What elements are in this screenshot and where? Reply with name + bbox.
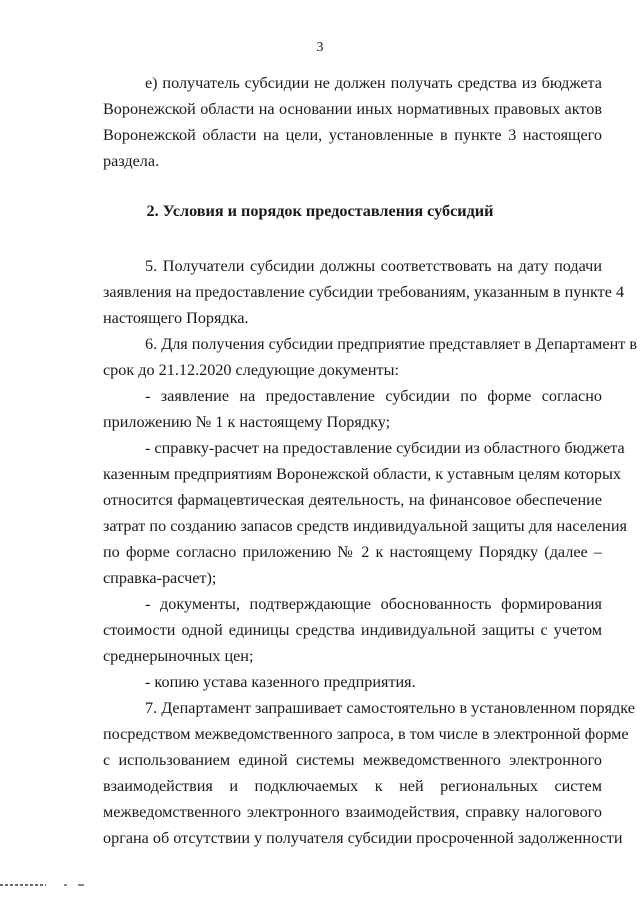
paragraph-line: Воронежской области на основании иных нормативных правовых актов [103,100,602,118]
page-number: 3 [316,40,324,55]
paragraph-line: 5. Получатели субсидии должны соответствовать на дату подачи [145,257,602,275]
list-item-line: - заявление на предоставление субсидии по форме согласно [145,387,602,405]
list-item-line: справка-расчет); [103,569,217,587]
list-item-line: по форме согласно приложению № 2 к настоящему Порядку (далее – [103,543,602,561]
list-item-line: относится фармацевтическая деятельность, на финансовое обеспечение [103,491,602,509]
list-item-line: - документы, подтверждающие обоснованность формирования [145,595,602,613]
list-item-line: казенным предприятиям Воронежской области, к уставным целям которых [103,465,621,483]
paragraph-line: Воронежской области на цели, установленные в пункте 3 настоящего [103,126,602,144]
list-item-line: среднерыночных цен; [103,647,254,665]
list-item-line: - справку-расчет на предоставление субсидии из областного бюджета [145,439,625,457]
paragraph-line: межведомственного электронного взаимодействия, справку налогового [103,803,602,821]
list-item-line: приложению № 1 к настоящему Порядку; [103,413,391,431]
paragraph-line: заявления на предоставление субсидии требованиям, указанным в пункте 4 [103,283,625,301]
paragraph-line: настоящего Порядка. [103,309,249,327]
paragraph-line: с использованием единой системы межведомственного электронного [103,751,602,769]
paragraph-line: срок до 21.12.2020 следующие документы: [103,361,399,379]
paragraph-line: раздела. [103,152,160,170]
scan-artifact [78,884,84,886]
paragraph-line: 7. Департамент запрашивает самостоятельно в установленном порядке [145,699,635,717]
paragraph-line: взаимодействия и подключаемых к ней региональных систем [103,777,602,795]
paragraph-line: посредством межведомственного запроса, в том числе в электронной форме [103,725,629,743]
section-heading: 2. Условия и порядок предоставления субсидий [146,202,494,220]
scan-artifact [0,884,46,886]
list-item-line: стоимости одной единицы средства индивидуальной защиты с учетом [103,621,602,639]
list-item-line: - копию устава казенного предприятия. [145,673,416,691]
scan-artifact [64,884,67,886]
list-item-line: затрат по созданию запасов средств индивидуальной защиты для населения [103,517,627,535]
paragraph-line: органа об отсутствии у получателя субсидии просроченной задолженности [103,829,623,847]
paragraph-line: 6. Для получения субсидии предприятие представляет в Департамент в [145,335,638,353]
paragraph-line: е) получатель субсидии не должен получать средства из бюджета [145,74,602,92]
